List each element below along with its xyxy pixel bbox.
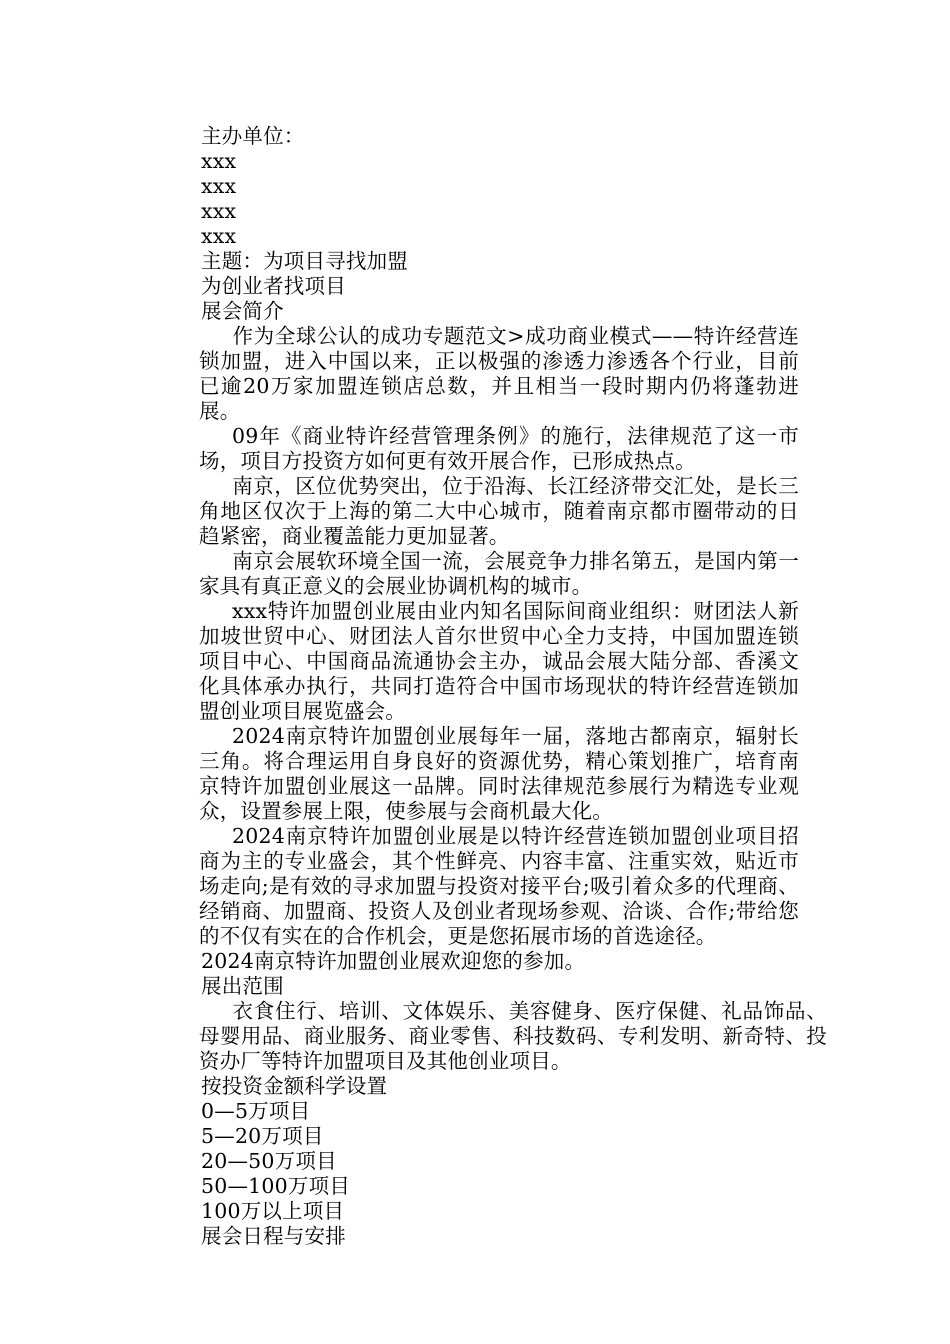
paragraph-text: 2024南京特许加盟创业展是以特许经营连锁加盟创业项目招商为主的专业盛会，其个性鲜亮、内容丰富、注重实效，贴近市场走向;是有效的寻求加盟与投资对接平台;吸引着众多的代理商、经销商、加盟商、投资人及创业者现场参观、洽谈、合作;带给您的不仅有实在的合作机会，更是您拓展市场的首选途径。: [199, 824, 799, 948]
nanjing-paragraph: [199, 474, 799, 549]
investment-tier: 100万以上项目: [201, 1199, 345, 1223]
organizers-paragraph: [199, 599, 799, 724]
paragraph-text: 南京会展软环境全国一流，会展竞争力排名第五，是国内第一家具有真正意义的会展业协调机构的城市。: [199, 549, 799, 598]
section-heading-investment: 按投资金额科学设置: [201, 1074, 388, 1098]
annual-section: [199, 724, 799, 824]
paragraph-text: 衣食住行、培训、文体娱乐、美容健身、医疗保健、礼品饰品、母婴用品、商业服务、商业零售、科技数码、专利发明、新奇特、投资办厂等特许加盟项目及其他创业项目。: [199, 999, 827, 1073]
intro-section: [199, 324, 799, 424]
paragraph-text: 南京，区位优势突出，位于沿海、长江经济带交汇处，是长三角地区仅次于上海的第二大中心城市，随着南京都市圈带动的日趋紧密，商业覆盖能力更加显著。: [199, 474, 799, 548]
investment-tier: 20—50万项目: [201, 1149, 337, 1173]
organizer-name: xxx: [201, 149, 237, 173]
scope-paragraph: [199, 999, 827, 1074]
environment-paragraph: [199, 549, 799, 599]
environment-section: [199, 549, 799, 599]
intro-paragraph: [199, 324, 799, 424]
paragraph-text: 2024南京特许加盟创业展每年一届，落地古都南京，辐射长三角。将合理运用自身良好的资源优势，精心策划推广，培育南京特许加盟创业展这一品牌。同时法律规范参展行为精选专业观众，设置参展上限，使参展与会商机最大化。: [199, 724, 799, 823]
investment-tier: 0—5万项目: [201, 1099, 311, 1123]
theme-subline: 为创业者找项目: [201, 274, 346, 298]
organizers-section: [199, 599, 799, 724]
section-heading-schedule: 展会日程与安排: [201, 1224, 346, 1248]
event-section: [199, 824, 799, 949]
annual-paragraph: [199, 724, 799, 824]
paragraph-text: 09年《商业特许经营管理条例》的施行，法律规范了这一市场，项目方投资方如何更有效开展合作，已形成热点。: [199, 424, 799, 473]
scope-section: [199, 999, 827, 1074]
organizer-name: xxx: [201, 224, 237, 248]
event-paragraph: [199, 824, 799, 949]
welcome-line: 2024南京特许加盟创业展欢迎您的参加。: [201, 949, 586, 973]
investment-tier: 5—20万项目: [201, 1124, 324, 1148]
theme-line: 主题：为项目寻找加盟: [201, 249, 408, 273]
organizer-label: 主办单位：: [201, 124, 305, 148]
section-heading-scope: 展出范围: [201, 974, 284, 998]
organizer-name: xxx: [201, 174, 237, 198]
regulation-paragraph: [199, 424, 799, 474]
document-body: [201, 124, 841, 1249]
section-heading-intro: 展会简介: [201, 299, 284, 323]
paragraph-text: xxx特许加盟创业展由业内知名国际间商业组织：财团法人新加坡世贸中心、财团法人首尔世贸中心全力支持，中国加盟连锁项目中心、中国商品流通协会主办，诚品会展大陆分部、香溪文化具体承办执行，共同打造符合中国市场现状的特许经营连锁加盟创业项目展览盛会。: [199, 599, 799, 723]
paragraph-text: 作为全球公认的成功专题范文>成功商业模式——特许经营连锁加盟，进入中国以来，正以极强的渗透力渗透各个行业，目前已逾20万家加盟连锁店总数，并且相当一段时期内仍将蓬勃进展。: [199, 324, 799, 423]
regulation-section: [199, 424, 799, 474]
investment-tier: 50—100万项目: [201, 1174, 351, 1198]
organizer-name: xxx: [201, 199, 237, 223]
nanjing-section: [199, 474, 799, 549]
